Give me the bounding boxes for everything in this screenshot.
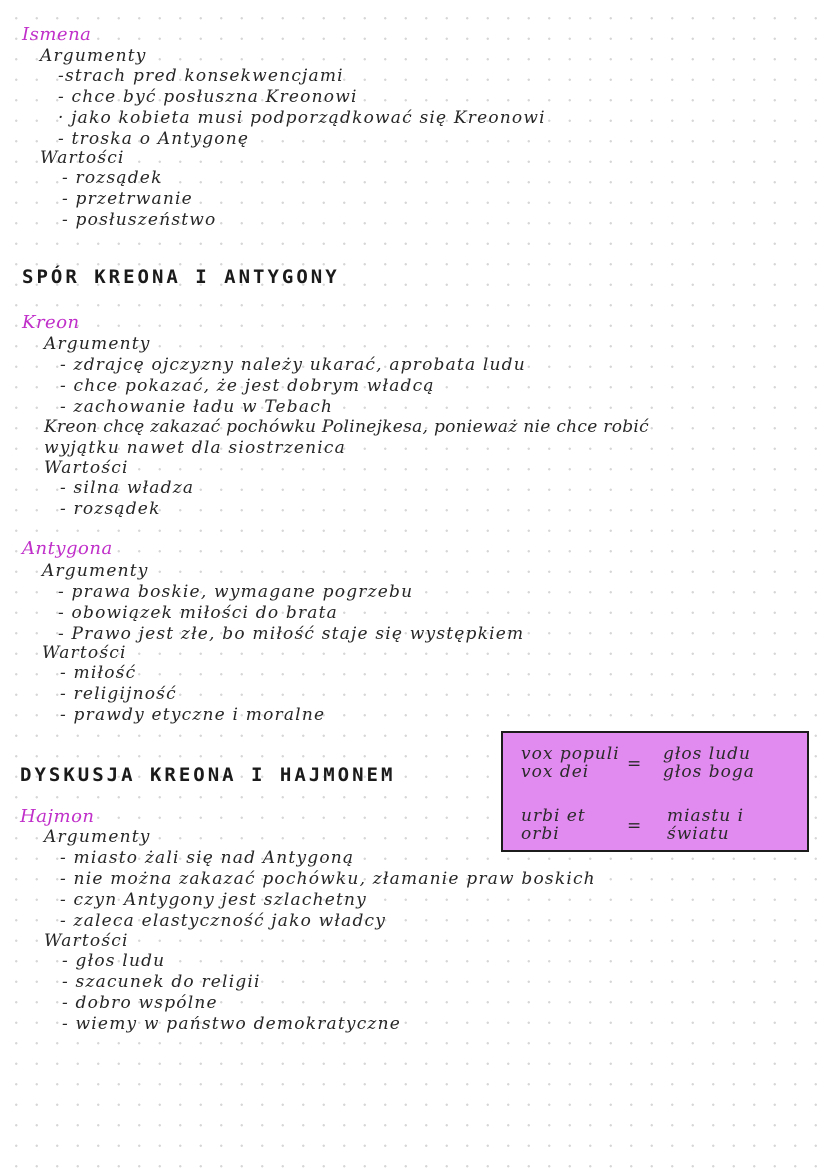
- kreon-note: Kreon chcę zakazać pochówku Polinejkesa, ponieważ nie chce robić: [44, 417, 649, 437]
- hajmon-argument: - nie można zakazać pochówku, złamanie praw boskich: [60, 869, 596, 889]
- kreon-value: - rozsądek: [60, 499, 161, 519]
- heading-spor: SPÓR KREONA I ANTYGONY: [22, 266, 340, 288]
- ismena-argument: - troska o Antygonę: [58, 129, 250, 149]
- hajmon-value: - wiemy w państwo demokratyczne: [62, 1014, 401, 1034]
- ismena-value: - przetrwanie: [62, 189, 193, 209]
- kreon-argument: - chce pokazać, że jest dobrym władcą: [60, 376, 435, 396]
- ismena-value: - rozsądek: [62, 168, 163, 188]
- ismena-name: Ismena: [22, 24, 92, 45]
- hajmon-value: - dobro wspólne: [62, 993, 218, 1013]
- hajmon-arguments-label: Argumenty: [44, 827, 151, 847]
- hajmon-argument: - miasto żali się nad Antygoną: [60, 848, 355, 868]
- hajmon-value: - szacunek do religii: [62, 972, 261, 992]
- ismena-argument: · jako kobieta musi podporządkować się Kreonowi: [58, 108, 546, 128]
- ismena-argument: -strach pred konsekwencjami: [58, 66, 344, 86]
- ismena-arguments-label: Argumenty: [40, 46, 147, 66]
- kreon-value: - silna władza: [60, 478, 195, 498]
- kreon-name: Kreon: [22, 312, 80, 333]
- kreon-argument: - zachowanie ładu w Tebach: [60, 397, 334, 417]
- antygona-value: - prawdy etyczne i moralne: [60, 705, 326, 725]
- hajmon-argument: - zaleca elastyczność jako władcy: [60, 911, 387, 931]
- ismena-argument: - chce być posłuszna Kreonowi: [58, 87, 358, 107]
- urbi-line2-right: światu: [667, 824, 730, 844]
- antygona-name: Antygona: [22, 538, 113, 559]
- hajmon-name: Hajmon: [20, 806, 95, 827]
- hajmon-value: - głos ludu: [62, 951, 166, 971]
- urbi-equals-sign: =: [627, 816, 643, 836]
- antygona-argument: - Prawo jest złe, bo miłość staje się występkiem: [58, 624, 525, 644]
- antygona-argument: - obowiązek miłości do brata: [58, 603, 338, 623]
- vox-populi-box: [501, 731, 809, 852]
- antygona-arguments-label: Argumenty: [42, 561, 149, 581]
- vox-line1-right: głos ludu: [663, 744, 751, 764]
- heading-dyskusja: DYSKUSJA KREONA I HAJMONEM: [20, 764, 396, 786]
- vox-line2-left: vox dei: [521, 762, 590, 782]
- kreon-arguments-label: Argumenty: [44, 334, 151, 354]
- antygona-argument: - prawa boskie, wymagane pogrzebu: [58, 582, 414, 602]
- kreon-argument: - zdrajcę ojczyzny należy ukarać, aprobata ludu: [60, 355, 526, 375]
- antygona-values-label: Wartości: [42, 643, 127, 663]
- ismena-value: - posłuszeństwo: [62, 210, 217, 230]
- urbi-line1-right: miastu i: [667, 806, 745, 826]
- antygona-value: - miłość: [60, 663, 137, 683]
- kreon-values-label: Wartości: [44, 458, 129, 478]
- hajmon-values-label: Wartości: [44, 931, 129, 951]
- ismena-values-label: Wartości: [40, 148, 125, 168]
- vox-line2-right: głos boga: [663, 762, 755, 782]
- vox-equals-sign: =: [627, 754, 643, 774]
- antygona-value: - religijność: [60, 684, 177, 704]
- hajmon-argument: - czyn Antygony jest szlachetny: [60, 890, 367, 910]
- urbi-line1-left: urbi et: [521, 806, 586, 826]
- kreon-note: wyjątku nawet dla siostrzenica: [44, 438, 346, 458]
- urbi-line2-left: orbi: [521, 824, 560, 844]
- vox-line1-left: vox populi: [521, 744, 620, 764]
